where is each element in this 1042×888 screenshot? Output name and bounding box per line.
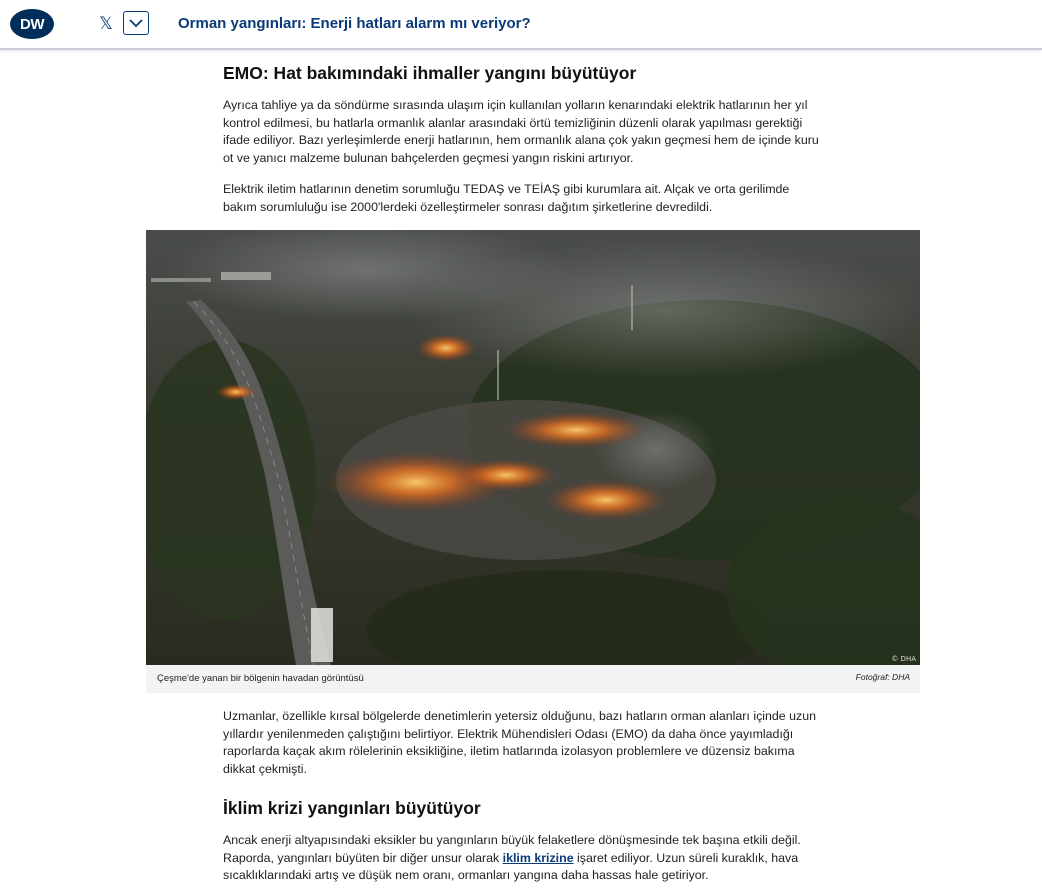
top-bar xyxy=(0,0,1042,50)
share-menu-button[interactable] xyxy=(123,11,149,35)
chevron-down-icon xyxy=(129,19,143,28)
paragraph: Ayrıca tahliye ya da söndürme sırasında ulaşım için kullanılan yolların kenarındaki elektrik hatlarının her yıl kontrol edilmesi, bu hatlarla ormanlık alanlar arasındaki örtü temizliğinin düzenli olarak yapılması gerektiği ifade ediliyor. Bazı yerleşimlerde enerji hatlarının, hem ormanlık alana çok yakın geçmesi hem de içinde kuru ot ve yanıcı malzeme bulunan bahçelerden geçmesi yangın riskini artırıyor. xyxy=(223,98,819,165)
paragraph-2-wrap xyxy=(223,181,823,216)
section-heading: EMO: Hat bakımındaki ihmaller yangını büyütüyor xyxy=(223,63,637,83)
paragraph xyxy=(223,832,823,885)
climate-crisis-link[interactable]: iklim krizine xyxy=(502,850,574,865)
dw-logo[interactable]: DW xyxy=(10,9,54,39)
paragraph-3-wrap xyxy=(223,708,823,778)
section-heading: İklim krizi yangınları büyütüyor xyxy=(223,798,481,818)
photo-image xyxy=(146,230,920,665)
paragraph-text: Ancak enerji altyapısındaki eksikler bu yangınların büyük felaketlere dönüşmesinde tek başına etkili değil. Raporda, yangınları büyüten bir diğer unsur olarak xyxy=(223,833,801,865)
figure-caption: Çeşme'de yanan bir bölgenin havadan görüntüsü xyxy=(157,673,364,684)
paragraph: Uzmanlar, özellikle kırsal bölgelerde denetimlerin yetersiz olduğunu, bazı hatların orman alanları içinde uzun yıllardır yenilenmeden çalıştığını belirtiyor. Elektrik Mühendisleri Odası (EMO) da daha önce yayımladığı raporlarda kaçak akım rölelerinin eksikliğine, iletim hatlarında izolasyon problemlere ve düzensiz bakıma dikkat çekmişti. xyxy=(223,709,817,776)
page-title: Orman yangınları: Enerji hatları alarm mı veriyor? xyxy=(178,15,531,32)
figure-caption-bar xyxy=(146,665,920,693)
paragraph-text: işaret ediliyor. Uzun süreli kuraklık, hava sıcaklıklarındaki artış ve düşük nem oranı, ormanları yangına daha hassas hale getiriyor. xyxy=(223,850,799,882)
photo-credit: Fotoğraf: DHA xyxy=(855,672,910,682)
section-heading-2-wrap xyxy=(223,798,823,819)
paragraph-4-wrap xyxy=(223,832,823,885)
paragraph: Elektrik iletim hatlarının denetim sorumluğu TEDAŞ ve TEİAŞ gibi kurumlara ait. Alçak ve orta gerilimde bakım sorumluluğu ise 2000'lerdeki özelleştirmeler sonrası dağıtım şirketlerine devredildi. xyxy=(223,182,790,214)
paragraph-1-wrap xyxy=(223,97,823,167)
x-logo-icon[interactable]: 𝕏 xyxy=(99,14,113,34)
section-heading-1-wrap xyxy=(223,63,823,84)
wildfire-aerial-photo[interactable] xyxy=(146,230,920,665)
photo-watermark: © DHA xyxy=(891,655,916,663)
